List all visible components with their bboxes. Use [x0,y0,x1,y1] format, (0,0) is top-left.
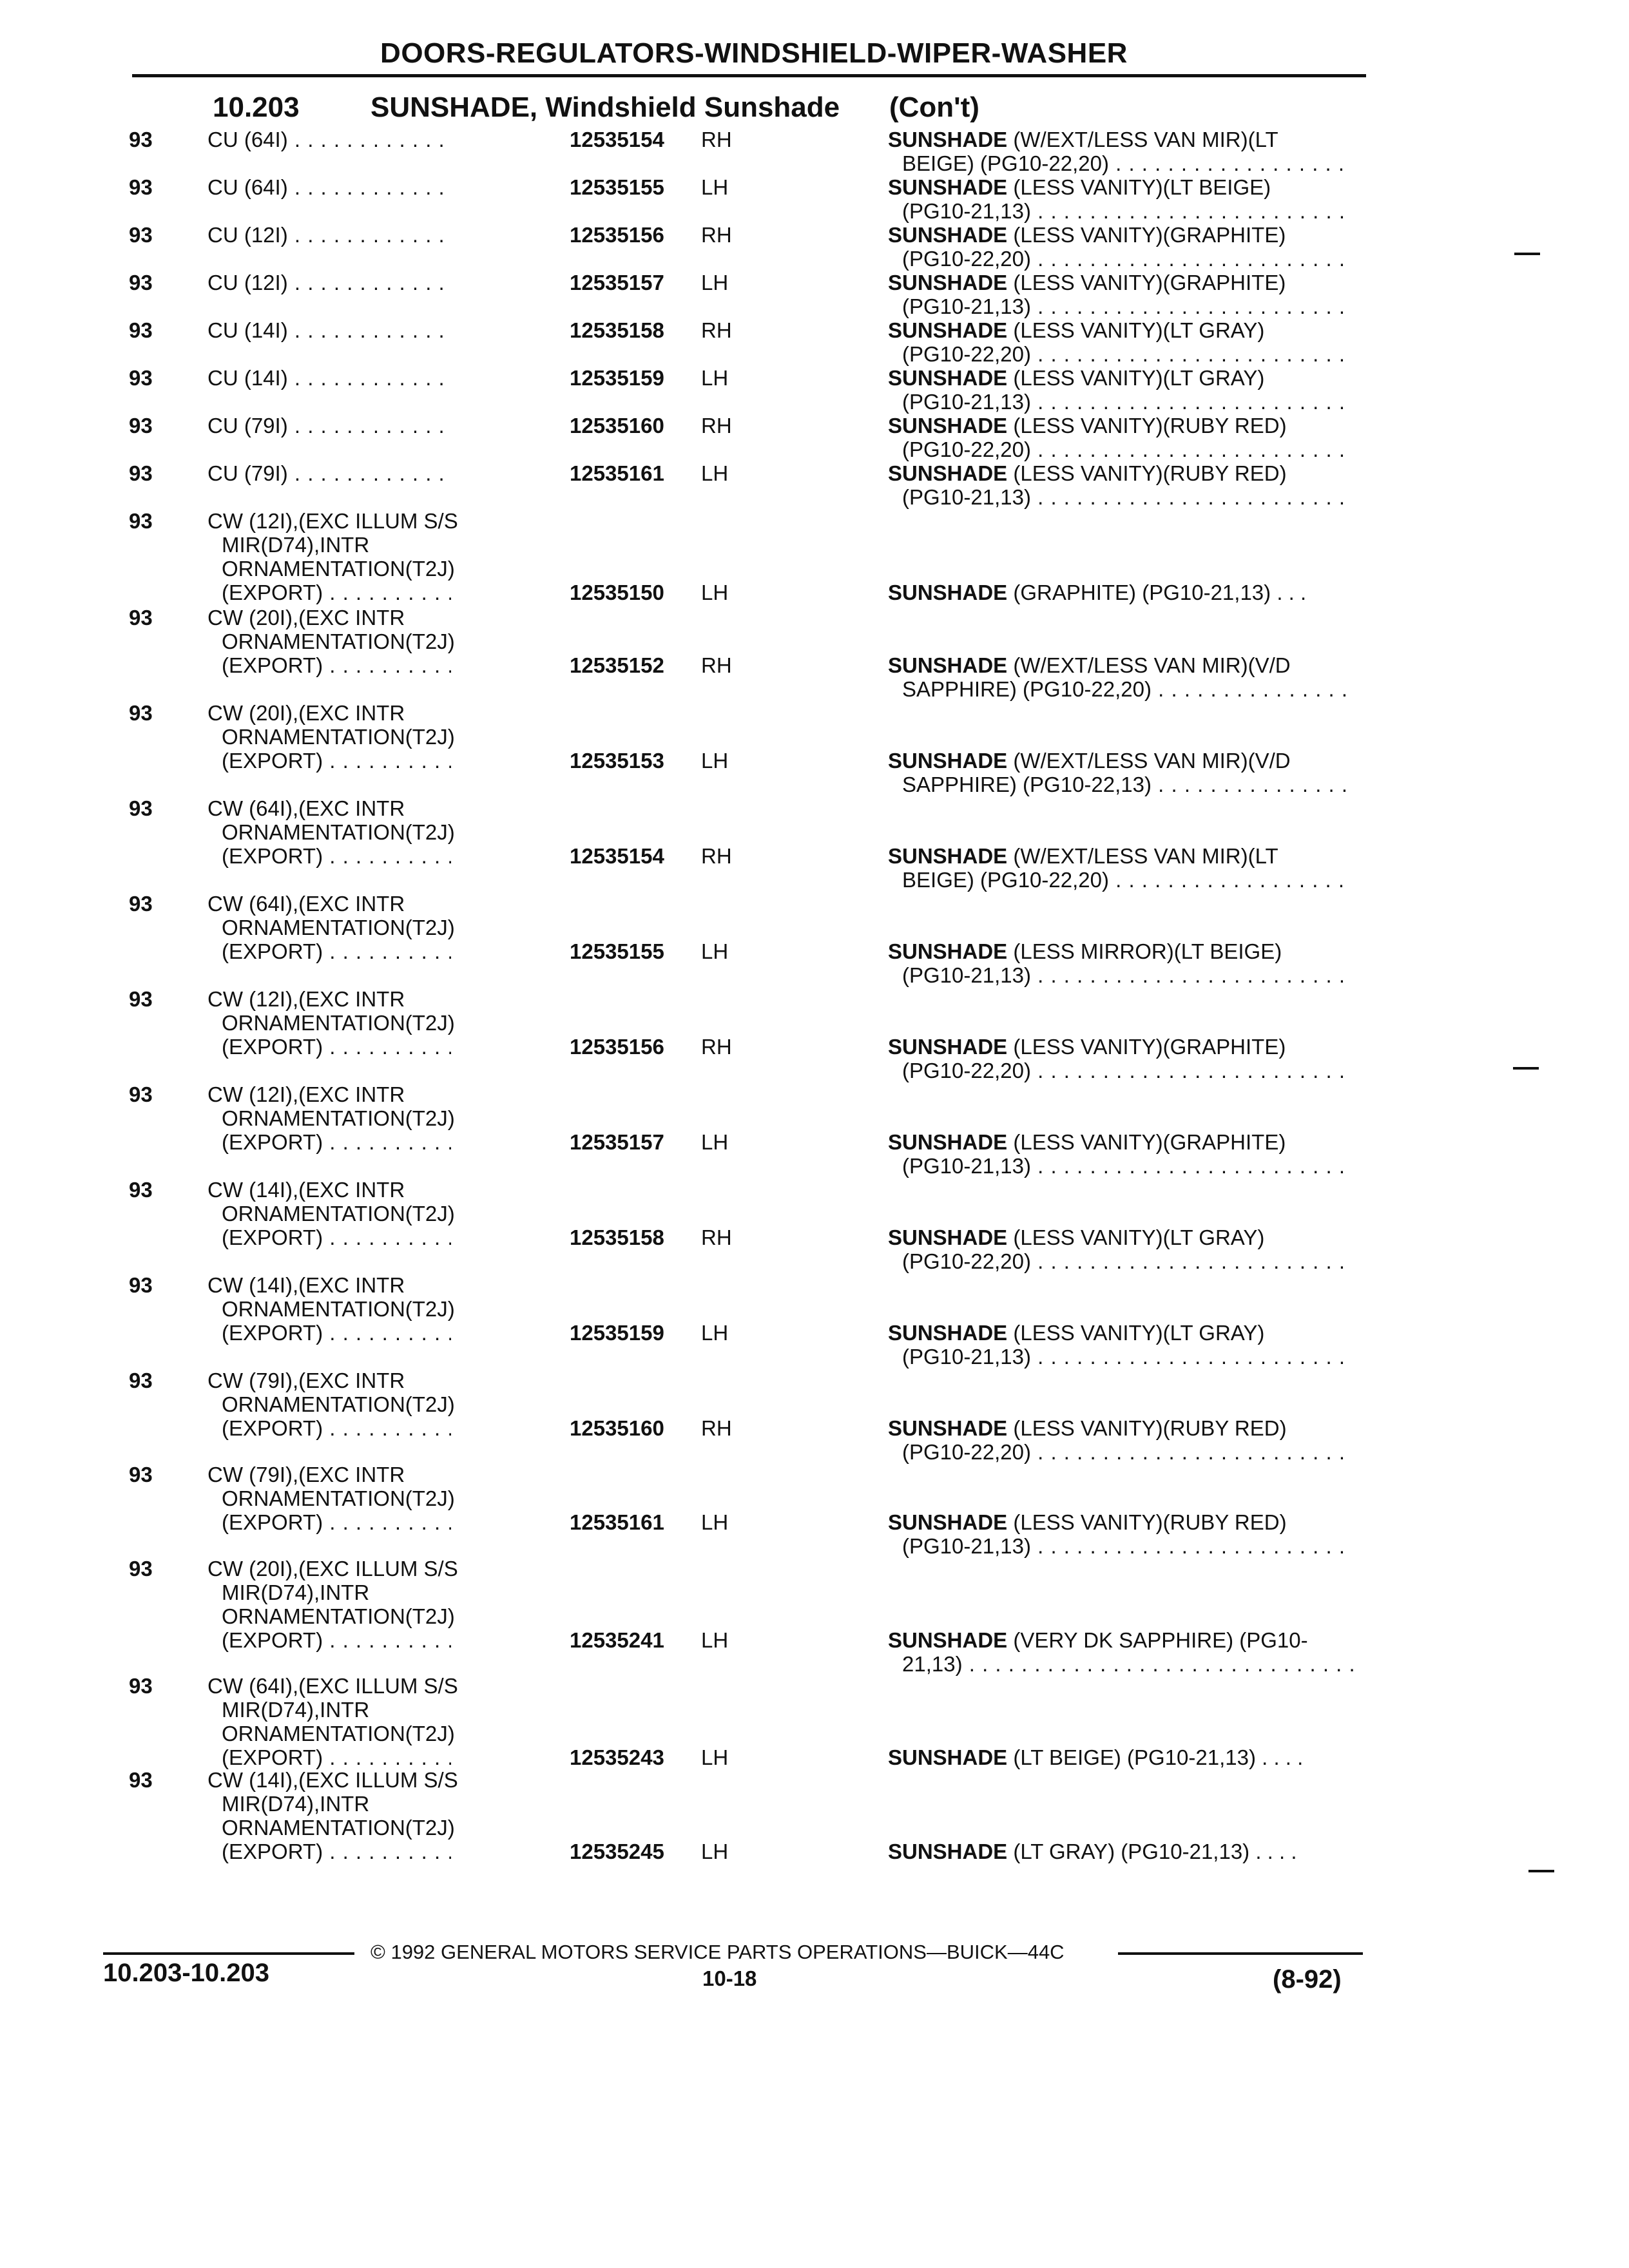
model-line: ORNAMENTATION(T2J) [222,725,455,749]
model-line: (EXPORT) . . . [222,1416,451,1440]
model-description [207,318,568,342]
part-number: 12535161 [570,1510,664,1534]
part-name: SUNSHADE [888,581,1008,604]
part-attributes-continued: (PG10-21,13) . . . [902,1534,1353,1558]
model-year: 93 [129,366,153,390]
model-year: 93 [129,509,153,533]
part-number: 12535155 [570,939,664,963]
part-attributes: (LESS VANITY)(GRAPHITE) [1013,223,1286,247]
part-description [888,414,1358,461]
part-description [888,749,1358,796]
side-code: RH [701,128,732,151]
model-description [207,1557,568,1652]
footer-section-range: 10.203-10.203 [103,1959,270,1987]
side-code: LH [701,461,729,485]
side-code: LH [701,749,729,773]
model-description [207,892,568,963]
part-number: 12535159 [570,1321,664,1345]
model-description [207,1273,568,1345]
model-line: (EXPORT) . . . [222,844,451,868]
model-line: (EXPORT) . . . [222,1321,451,1345]
model-line: (EXPORT) . . . [222,1628,451,1652]
part-name: SUNSHADE [888,318,1008,342]
model-line: CU (64I) . . . [207,175,451,199]
part-description [888,653,1358,701]
header-rule [132,74,1366,77]
part-description [888,844,1358,892]
side-code: LH [701,581,729,604]
model-description [207,1178,568,1249]
side-code: LH [701,1510,729,1534]
part-attributes: (LESS VANITY)(LT GRAY) [1013,1225,1265,1249]
model-year: 93 [129,175,153,199]
model-line: CU (12I) . . . [207,271,451,294]
part-attributes-continued: (PG10-21,13) . . . [902,390,1353,414]
model-line: CW (20I),(EXC INTR [207,701,405,725]
part-number: 12535154 [570,844,664,868]
model-year: 93 [129,987,153,1011]
part-attributes-continued: BEIGE) (PG10-22,20) . . . [902,868,1353,892]
part-number: 12535241 [570,1628,664,1652]
part-name: SUNSHADE [888,1130,1008,1154]
side-code: LH [701,1745,729,1769]
part-attributes-continued: (PG10-22,20) . . . [902,1249,1353,1273]
model-year: 93 [129,1178,153,1202]
model-year: 93 [129,318,153,342]
footer-rule-right [1118,1952,1363,1955]
part-number: 12535158 [570,318,664,342]
side-code: LH [701,939,729,963]
part-attributes-continued: (PG10-22,20) . . . [902,1440,1353,1464]
part-description [888,1416,1358,1464]
part-number: 12535156 [570,1035,664,1059]
model-line: ORNAMENTATION(T2J) [222,1297,455,1321]
model-year: 93 [129,1557,153,1581]
part-name: SUNSHADE [888,844,1008,868]
part-attributes-continued: (PG10-21,13) . . . [902,485,1353,509]
part-name: SUNSHADE [888,1225,1008,1249]
side-code: RH [701,653,732,677]
model-line: CU (79I) . . . [207,414,451,437]
part-name: SUNSHADE [888,414,1008,437]
model-description [207,175,568,199]
part-description [888,223,1358,271]
part-attributes: (LESS VANITY)(LT GRAY) [1013,1321,1265,1345]
part-attributes-continued: (PG10-21,13) . . . [902,199,1353,223]
margin-mark [1528,1870,1554,1872]
section-number: 10.203 [213,91,300,123]
part-description [888,939,1358,987]
model-description [207,271,568,294]
footer-page-number: 10-18 [702,1966,757,1990]
model-line: CU (64I) . . . [207,128,451,151]
side-code: RH [701,844,732,868]
part-description [888,1628,1358,1676]
model-line: (EXPORT) . . . [222,1130,451,1154]
model-line: CU (79I) . . . [207,461,451,485]
part-attributes: (W/EXT/LESS VAN MIR)(LT [1013,844,1278,868]
model-year: 93 [129,701,153,725]
part-name: SUNSHADE [888,1321,1008,1345]
model-line: CW (64I),(EXC INTR [207,892,405,916]
model-line: CW (12I),(EXC INTR [207,987,405,1011]
model-year: 93 [129,1082,153,1106]
part-number: 12535158 [570,1225,664,1249]
model-line: (EXPORT) . . . [222,939,451,963]
part-attributes: (VERY DK SAPPHIRE) (PG10- [1013,1628,1308,1652]
part-description [888,1035,1358,1082]
model-line: ORNAMENTATION(T2J) [222,1486,455,1510]
part-name: SUNSHADE [888,1628,1008,1652]
part-description [888,366,1358,414]
part-description [888,271,1358,318]
model-line: MIR(D74),INTR [222,1792,370,1816]
part-description [888,581,1358,604]
side-code: LH [701,1628,729,1652]
part-name: SUNSHADE [888,939,1008,963]
part-attributes-continued: (PG10-22,20) . . . [902,437,1353,461]
part-attributes: (LESS VANITY)(LT GRAY) [1013,318,1265,342]
model-line: ORNAMENTATION(T2J) [222,1816,455,1840]
model-description [207,128,568,151]
model-line: CW (79I),(EXC INTR [207,1463,405,1486]
part-name: SUNSHADE [888,223,1008,247]
part-name: SUNSHADE [888,653,1008,677]
side-code: RH [701,1225,732,1249]
part-attributes: (W/EXT/LESS VAN MIR)(V/D [1013,653,1291,677]
part-number: 12535150 [570,581,664,604]
model-line: (EXPORT) . . . [222,1225,451,1249]
margin-mark [1513,1067,1539,1070]
section-title: SUNSHADE, Windshield Sunshade [371,91,840,123]
part-attributes-continued: (PG10-22,20) . . . [902,342,1353,366]
model-description [207,1082,568,1154]
part-number: 12535243 [570,1745,664,1769]
model-line: CU (14I) . . . [207,366,451,390]
part-number: 12535157 [570,1130,664,1154]
model-year: 93 [129,606,153,629]
part-attributes: (LESS VANITY)(LT BEIGE) [1013,175,1271,199]
model-year: 93 [129,892,153,916]
model-year: 93 [129,414,153,437]
part-number: 12535160 [570,1416,664,1440]
part-attributes-continued: (PG10-21,13) . . . [902,1154,1353,1178]
model-year: 93 [129,271,153,294]
side-code: RH [701,223,732,247]
part-name: SUNSHADE [888,1035,1008,1059]
model-description [207,414,568,437]
side-code: LH [701,271,729,294]
part-attributes: (W/EXT/LESS VAN MIR)(LT [1013,128,1278,151]
model-description [207,509,568,604]
model-line: CW (14I),(EXC ILLUM S/S [207,1768,458,1792]
part-attributes-continued: SAPPHIRE) (PG10-22,13) . . . [902,773,1353,796]
part-description [888,128,1358,175]
part-attributes-continued: (PG10-21,13) . . . [902,1345,1353,1369]
part-attributes-continued: (PG10-21,13) . . . [902,294,1353,318]
part-number: 12535157 [570,271,664,294]
part-description [888,461,1358,509]
model-line: ORNAMENTATION(T2J) [222,1011,455,1035]
model-line: MIR(D74),INTR [222,533,370,557]
part-description [888,1321,1358,1369]
part-name: SUNSHADE [888,1840,1008,1863]
part-description [888,1130,1358,1178]
part-name: SUNSHADE [888,1510,1008,1534]
part-name: SUNSHADE [888,1416,1008,1440]
part-attributes: (LESS VANITY)(RUBY RED) [1013,1510,1287,1534]
model-line: (EXPORT) . . . [222,1840,451,1863]
part-description [888,1225,1358,1273]
part-attributes: (LESS VANITY)(RUBY RED) [1013,414,1287,437]
part-number: 12535155 [570,175,664,199]
model-line: ORNAMENTATION(T2J) [222,1106,455,1130]
page-header-title: DOORS-REGULATORS-WINDSHIELD-WIPER-WASHER [380,37,1128,69]
model-line: CW (64I),(EXC ILLUM S/S [207,1674,458,1698]
part-name: SUNSHADE [888,749,1008,773]
part-number: 12535152 [570,653,664,677]
model-line: ORNAMENTATION(T2J) [222,1202,455,1225]
part-name: SUNSHADE [888,366,1008,390]
part-attributes: (LESS VANITY)(GRAPHITE) [1013,271,1286,294]
model-line: CW (20I),(EXC ILLUM S/S [207,1557,458,1581]
model-line: ORNAMENTATION(T2J) [222,1722,455,1745]
part-attributes-continued: (PG10-22,20) . . . [902,1059,1353,1082]
model-description [207,701,568,773]
model-description [207,987,568,1059]
side-code: LH [701,1321,729,1345]
part-number: 12535156 [570,223,664,247]
part-attributes: (LESS VANITY)(LT GRAY) [1013,366,1265,390]
part-description [888,1840,1358,1863]
part-attributes-continued: 21,13) . . . [902,1652,1353,1676]
side-code: RH [701,1035,732,1059]
part-attributes: (GRAPHITE) (PG10-21,13) . . . [1013,581,1307,604]
model-line: CW (79I),(EXC INTR [207,1369,405,1392]
part-description [888,1510,1358,1558]
model-description [207,461,568,485]
part-attributes: (LESS VANITY)(RUBY RED) [1013,1416,1287,1440]
model-description [207,1768,568,1863]
model-line: ORNAMENTATION(T2J) [222,557,455,581]
model-description [207,606,568,677]
model-line: (EXPORT) . . . [222,581,451,604]
part-attributes: (LESS VANITY)(GRAPHITE) [1013,1130,1286,1154]
model-line: (EXPORT) . . . [222,1510,451,1534]
model-line: CW (64I),(EXC INTR [207,796,405,820]
side-code: LH [701,175,729,199]
model-line: (EXPORT) . . . [222,653,451,677]
footer-copyright: © 1992 GENERAL MOTORS SERVICE PARTS OPERATIONS—BUICK—44C [371,1941,1065,1963]
model-description [207,796,568,868]
side-code: LH [701,366,729,390]
part-number: 12535161 [570,461,664,485]
part-attributes: (LT GRAY) (PG10-21,13) . . . . [1013,1840,1297,1863]
model-year: 93 [129,223,153,247]
model-description [207,1674,568,1769]
footer-rule-left [103,1952,354,1955]
part-number: 12535160 [570,414,664,437]
model-description [207,223,568,247]
side-code: RH [701,414,732,437]
model-year: 93 [129,128,153,151]
side-code: LH [701,1840,729,1863]
part-attributes: (LESS MIRROR)(LT BEIGE) [1013,939,1282,963]
part-number: 12535154 [570,128,664,151]
part-name: SUNSHADE [888,128,1008,151]
model-year: 93 [129,1674,153,1698]
part-attributes-continued: BEIGE) (PG10-22,20) . . . [902,151,1353,175]
part-attributes: (LESS VANITY)(RUBY RED) [1013,461,1287,485]
model-year: 93 [129,796,153,820]
part-attributes-continued: (PG10-21,13) . . . [902,963,1353,987]
continued-label: (Con't) [889,91,979,123]
part-name: SUNSHADE [888,175,1008,199]
side-code: LH [701,1130,729,1154]
part-description [888,318,1358,366]
part-description [888,175,1358,223]
model-year: 93 [129,1369,153,1392]
model-line: MIR(D74),INTR [222,1581,370,1604]
model-description [207,366,568,390]
side-code: RH [701,318,732,342]
model-line: CU (12I) . . . [207,223,451,247]
footer-date-code: (8-92) [1273,1965,1342,1994]
part-attributes: (LESS VANITY)(GRAPHITE) [1013,1035,1286,1059]
model-description [207,1463,568,1534]
model-line: CW (12I),(EXC ILLUM S/S [207,509,458,533]
part-number: 12535159 [570,366,664,390]
model-line: (EXPORT) . . . [222,749,451,773]
model-line: CW (14I),(EXC INTR [207,1178,405,1202]
part-attributes: (LT BEIGE) (PG10-21,13) . . . . [1013,1745,1304,1769]
side-code: RH [701,1416,732,1440]
model-line: CW (12I),(EXC INTR [207,1082,405,1106]
model-line: (EXPORT) . . . [222,1745,451,1769]
model-year: 93 [129,461,153,485]
model-year: 93 [129,1273,153,1297]
model-line: CW (14I),(EXC INTR [207,1273,405,1297]
margin-mark [1514,253,1540,255]
model-line: ORNAMENTATION(T2J) [222,916,455,939]
model-line: CW (20I),(EXC INTR [207,606,405,629]
part-name: SUNSHADE [888,271,1008,294]
part-description [888,1745,1358,1769]
model-line: ORNAMENTATION(T2J) [222,1392,455,1416]
model-line: (EXPORT) . . . [222,1035,451,1059]
model-line: MIR(D74),INTR [222,1698,370,1722]
part-attributes-continued: (PG10-22,20) . . . [902,247,1353,271]
part-name: SUNSHADE [888,461,1008,485]
part-attributes-continued: SAPPHIRE) (PG10-22,20) . . . [902,677,1353,701]
part-number: 12535245 [570,1840,664,1863]
part-number: 12535153 [570,749,664,773]
model-description [207,1369,568,1440]
model-year: 93 [129,1768,153,1792]
model-line: ORNAMENTATION(T2J) [222,1604,455,1628]
model-year: 93 [129,1463,153,1486]
part-name: SUNSHADE [888,1745,1008,1769]
part-attributes: (W/EXT/LESS VAN MIR)(V/D [1013,749,1291,773]
model-line: ORNAMENTATION(T2J) [222,629,455,653]
model-line: ORNAMENTATION(T2J) [222,820,455,844]
model-line: CU (14I) . . . [207,318,451,342]
